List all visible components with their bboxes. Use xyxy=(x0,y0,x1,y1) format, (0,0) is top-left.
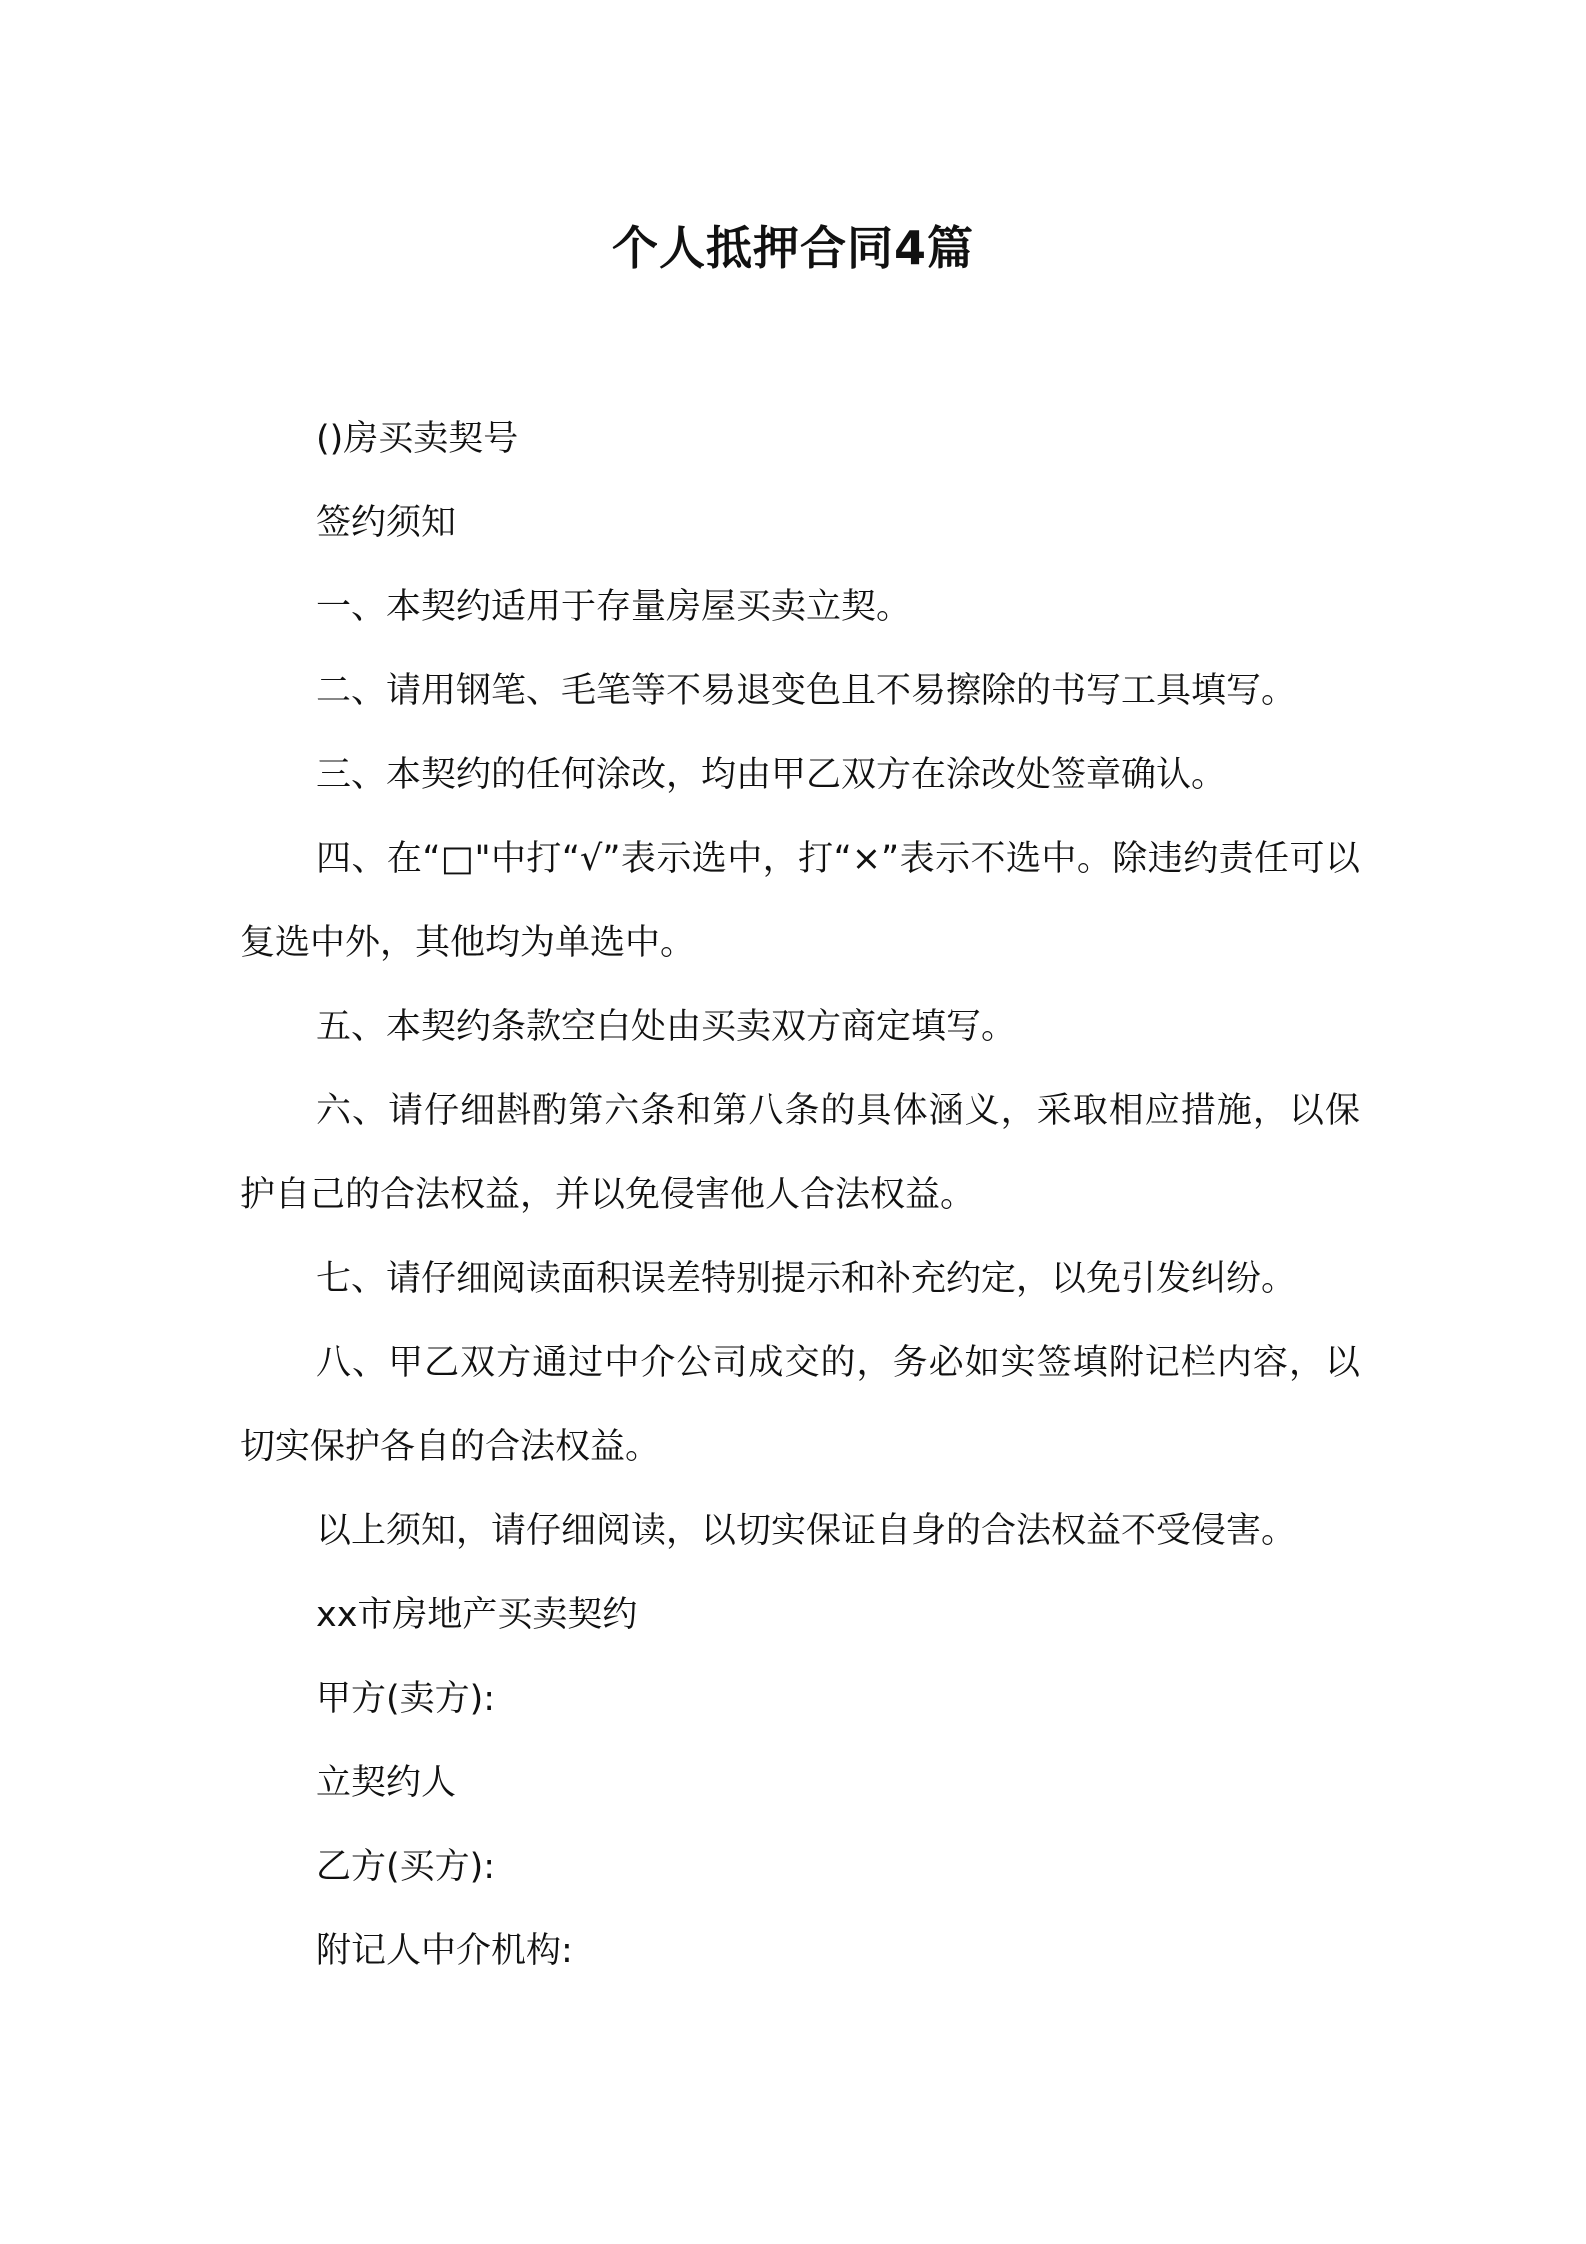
paragraph-notice-5: 五、本契约条款空白处由买卖双方商定填写。 xyxy=(316,1007,1017,1047)
paragraph-party-b: 乙方(买方): xyxy=(316,1847,496,1887)
paragraph-notice-summary: 以上须知，请仔细阅读，以切实保证自身的合法权益不受侵害。 xyxy=(316,1511,1297,1551)
paragraph-notice-4: 四、在“□"中打“√”表示选中，打“×”表示不选中。除违约责任可以复选中外，其他均为单选中。 xyxy=(240,839,1360,963)
paragraph-notice-8: 八、甲乙双方通过中介公司成交的，务必如实签填附记栏内容，以切实保护各自的合法权益。 xyxy=(240,1343,1360,1467)
paragraph-contract-signer: 立契约人 xyxy=(316,1763,457,1803)
paragraph-notice-2: 二、请用钢笔、毛笔等不易退变色且不易擦除的书写工具填写。 xyxy=(316,671,1297,711)
paragraph-notice-3: 三、本契约的任何涂改，均由甲乙双方在涂改处签章确认。 xyxy=(316,755,1227,795)
paragraph-contract-name: xx市房地产买卖契约 xyxy=(316,1595,638,1635)
document-title: 个人抵押合同4篇 xyxy=(611,221,974,275)
paragraph-signing-notice-heading: 签约须知 xyxy=(316,503,457,543)
paragraph-contract-number: ()房买卖契号 xyxy=(316,419,519,459)
document-body xyxy=(240,397,1360,1993)
paragraph-party-a: 甲方(卖方): xyxy=(316,1679,496,1719)
paragraph-agency: 附记人中介机构: xyxy=(316,1931,573,1971)
paragraph-notice-1: 一、本契约适用于存量房屋买卖立契。 xyxy=(316,587,912,627)
paragraph-notice-6: 六、请仔细斟酌第六条和第八条的具体涵义，采取相应措施，以保护自己的合法权益，并以免侵害他人合法权益。 xyxy=(240,1091,1360,1215)
paragraph-notice-7: 七、请仔细阅读面积误差特别提示和补充约定，以免引发纠纷。 xyxy=(316,1259,1297,1299)
